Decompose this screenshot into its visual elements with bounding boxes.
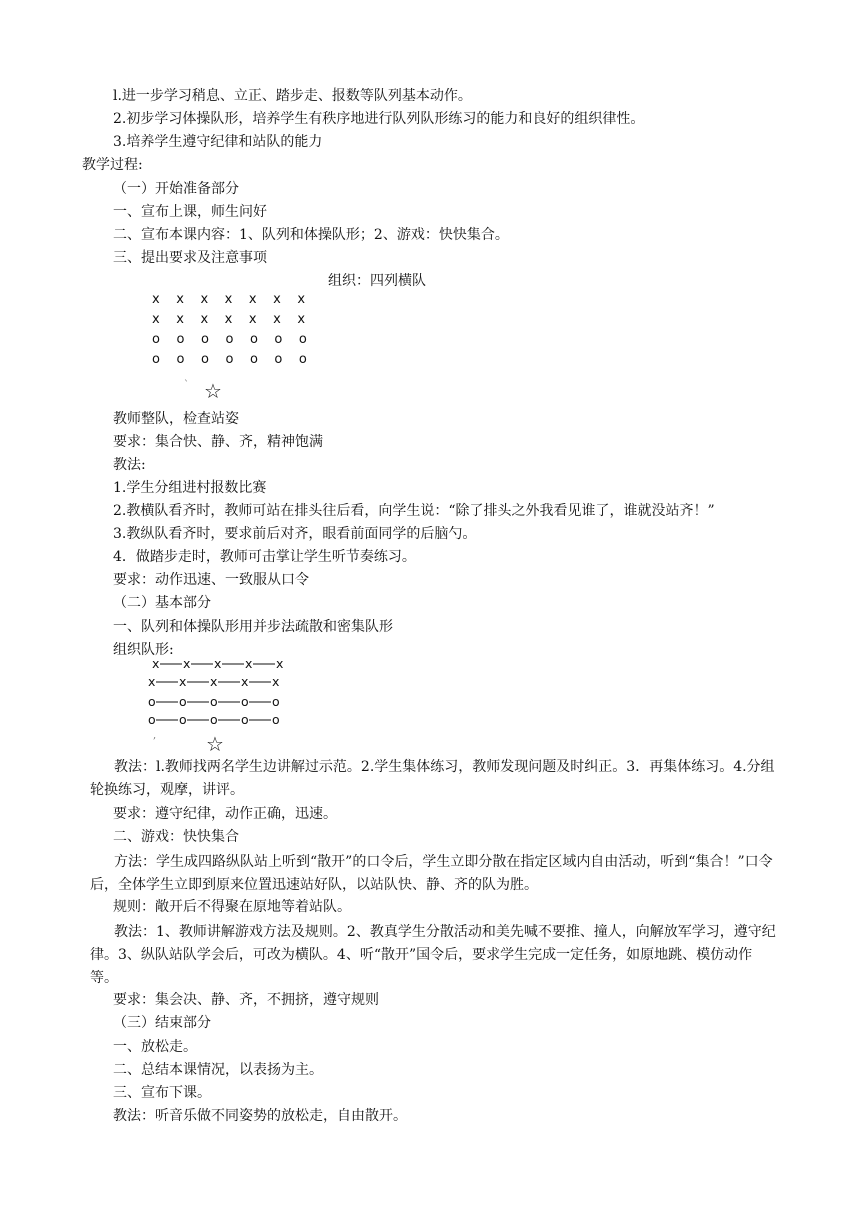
part3-item-4: 教法：听音乐做不同姿势的放松走，自由散开。 bbox=[113, 1108, 407, 1124]
formation-row-4: o o o o o o o bbox=[152, 352, 314, 367]
stray-mark: ` bbox=[184, 380, 189, 391]
part3-title: （三）结束部分 bbox=[113, 1015, 211, 1031]
part1-org-label: 组织：四列横队 bbox=[328, 273, 426, 289]
formation-symbol: x bbox=[179, 674, 187, 689]
objective-3: 3.培养学生遵守纪律和站队的能力 bbox=[113, 134, 323, 150]
teacher-star-icon: ☆ bbox=[204, 379, 222, 403]
part1-line-1: 教师整队，检查站姿 bbox=[113, 411, 239, 427]
formation-row-3: o o o o o o o bbox=[152, 332, 314, 347]
game-require: 要求：集会决、静、齐，不拥挤，遵守规则 bbox=[113, 992, 379, 1008]
part3-item-3: 三、宣布下课。 bbox=[113, 1085, 211, 1101]
part2-org-label: 组织队形: bbox=[113, 642, 174, 658]
game-teach: 教法：1、教师讲解游戏方法及规则。2、教真学生分散活动和美先喊不要推、撞人，向解放军学习，遵守纪律。3、纵队站队学会后，可改为横队。4、听“散开”国令后，要求学生完成一定任务，如原地跳、模仿动作等。 bbox=[90, 924, 776, 986]
formation-symbol: o bbox=[148, 712, 156, 727]
part1-item-2: 二、宣布本课内容：1、队列和体操队形；2、游戏：快快集合。 bbox=[113, 227, 509, 243]
formation-symbol: x bbox=[210, 674, 218, 689]
formation-symbol: o bbox=[179, 694, 187, 709]
part1-line-7: 4．做踏步走时，教师可击掌让学生听节奏练习。 bbox=[113, 549, 416, 565]
part2-require: 要求：遵守纪律，动作正确，迅速。 bbox=[113, 806, 337, 822]
part1-item-3: 三、提出要求及注意事项 bbox=[113, 250, 267, 266]
part1-line-2: 要求：集合快、静、齐，精神饱满 bbox=[113, 434, 323, 450]
formation-symbol: o bbox=[241, 694, 249, 709]
part2-method: 教法：l.教师找两名学生边讲解过示范。2.学生集体练习，教师发现问题及时纠正。3．再集体练习。4.分组轮换练习，观摩，讲评。 bbox=[90, 759, 775, 798]
formation-symbol: o bbox=[179, 712, 187, 727]
formation-symbol: x bbox=[241, 674, 249, 689]
part1-line-4: 1.学生分组进村报数比赛 bbox=[113, 480, 267, 496]
formation-symbol: o bbox=[210, 694, 218, 709]
objective-2: 2.初步学习体操队形，培养学生有秩序地进行队列队形练习的能力和良好的组织律性。 bbox=[113, 111, 645, 127]
part3-item-1: 一、放松走。 bbox=[113, 1039, 197, 1055]
part3-item-2: 二、总结本课情况，以表扬为主。 bbox=[113, 1062, 323, 1078]
process-heading: 教学过程: bbox=[82, 157, 143, 173]
formation-row-1: x x x x x x x bbox=[152, 292, 312, 307]
part1-line-5: 2.教横队看齐时，教师可站在排头往后看，向学生说：“除了排头之外我看见谁了，谁就没站齐！” bbox=[113, 503, 715, 519]
formation-symbol: o bbox=[272, 694, 280, 709]
formation-symbol: x bbox=[183, 656, 191, 671]
formation-symbol: x bbox=[214, 656, 222, 671]
formation-symbol: x bbox=[148, 674, 156, 689]
formation-symbol: o bbox=[241, 712, 249, 727]
part2-item-1: 一、队列和体操队形用并步法疏散和密集队形 bbox=[113, 619, 393, 635]
part2-title: （二）基本部分 bbox=[113, 595, 211, 611]
formation-row-2: x x x x x x x bbox=[152, 312, 312, 327]
stray-mark-2: , bbox=[153, 730, 157, 741]
part1-title: （一）开始准备部分 bbox=[113, 181, 239, 197]
part1-line-3: 教法: bbox=[113, 457, 146, 473]
formation-symbol: o bbox=[210, 712, 218, 727]
formation-symbol: o bbox=[272, 712, 280, 727]
formation-symbol: x bbox=[276, 656, 284, 671]
game-rule: 规则：敞开后不得聚在原地等着站队。 bbox=[113, 899, 351, 915]
part1-item-1: 一、宣布上课，师生问好 bbox=[113, 204, 267, 220]
part1-line-6: 3.教纵队看齐时，要求前后对齐，眼看前面同学的后脑勺。 bbox=[113, 526, 477, 542]
teacher-star-icon-2: ☆ bbox=[206, 732, 224, 756]
formation-symbol: x bbox=[245, 656, 253, 671]
formation-symbol: o bbox=[148, 694, 156, 709]
part1-line-8: 要求：动作迅速、一致服从口令 bbox=[113, 572, 309, 588]
game-method: 方法：学生成四路纵队站上听到“散开”的口令后，学生立即分散在指定区域内自由活动，听到“集合！”口令后，全体学生立即到原来位置迅速站好队，以站队快、静、齐的队为胜。 bbox=[90, 854, 773, 893]
game-title: 二、游戏：快快集合 bbox=[113, 829, 239, 845]
objective-1: l.进一步学习稍息、立正、踏步走、报数等队列基本动作。 bbox=[113, 88, 472, 104]
formation-symbol: x bbox=[152, 656, 160, 671]
formation-symbol: x bbox=[272, 674, 280, 689]
